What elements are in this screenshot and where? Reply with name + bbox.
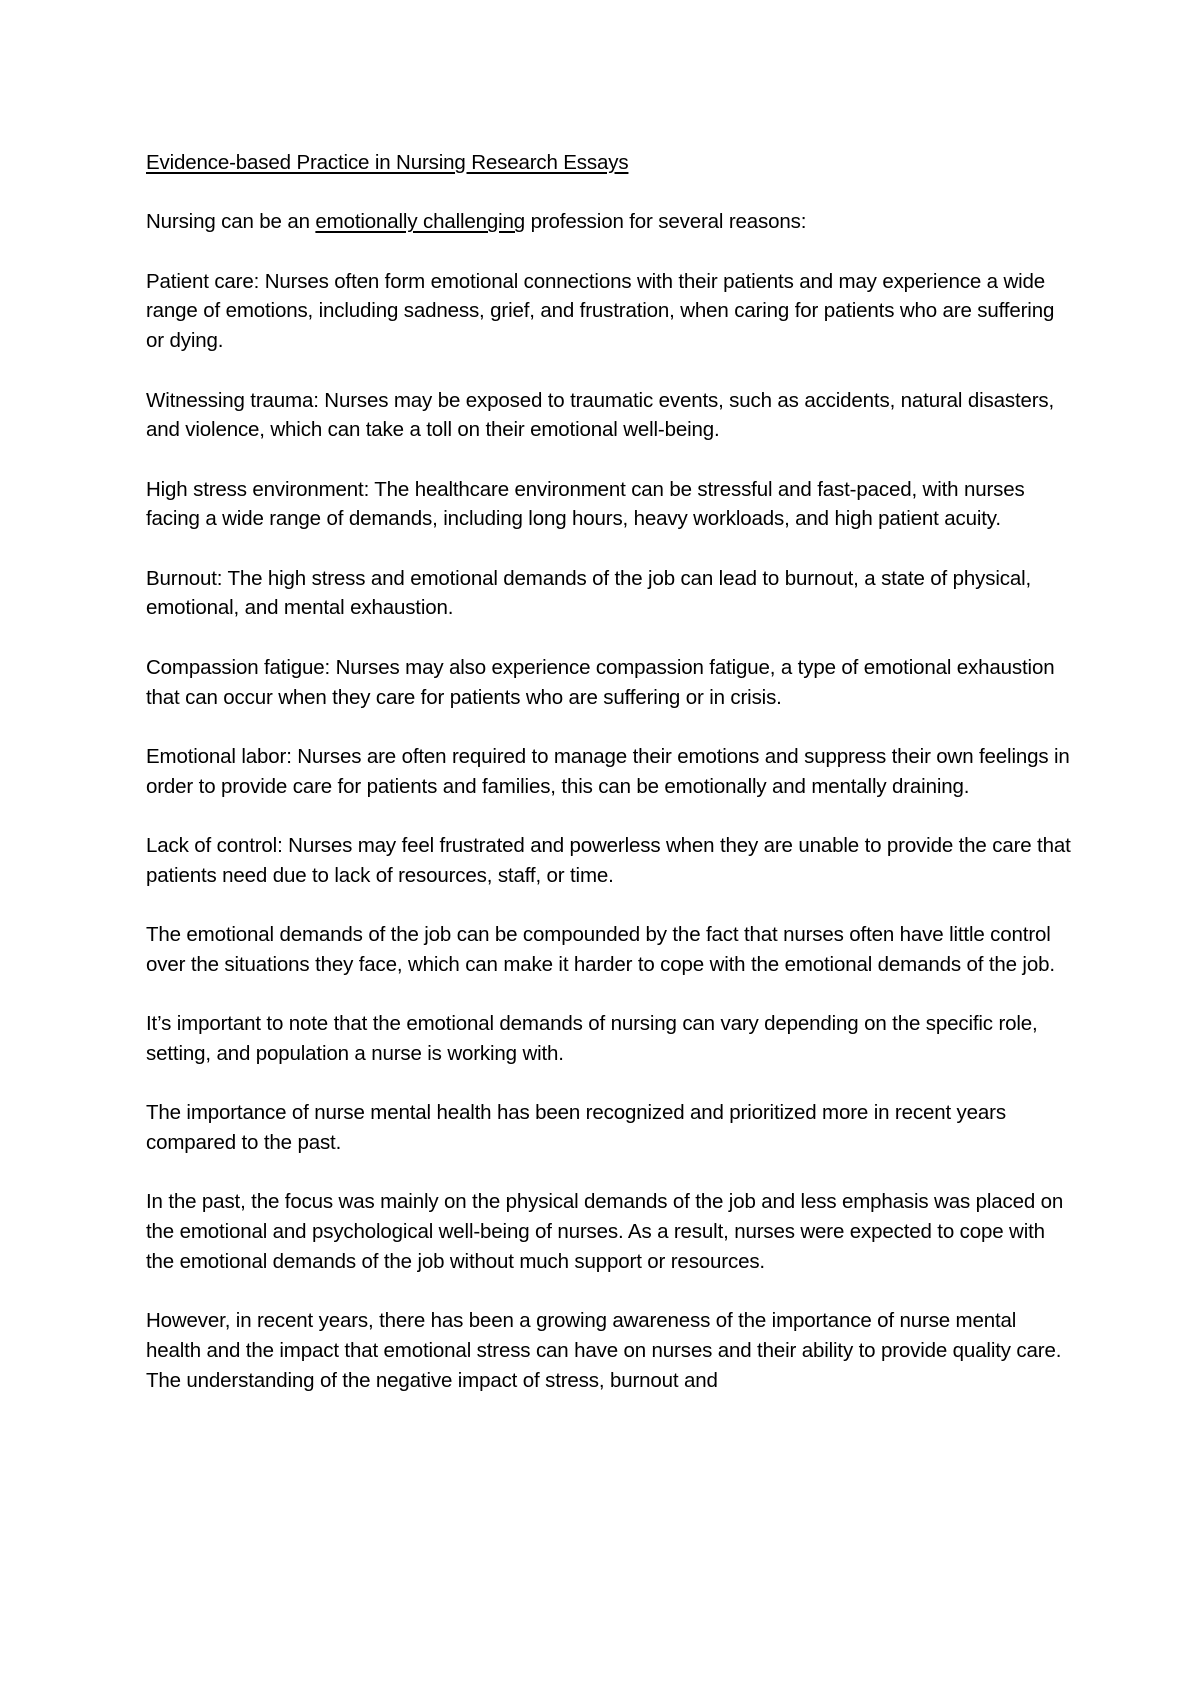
paragraph-in-the-past: In the past, the focus was mainly on the physical demands of the job and less emphasis was placed on the emotional and psychological well-being of nurses. As a result, nurses were expected to cope with the emotional demands of the job without much support or resources.: [146, 1190, 1064, 1273]
intro-text-after: profession for several reasons:: [525, 210, 807, 234]
intro-text-before: Nursing can be an: [146, 210, 316, 234]
paragraph-compassion-fatigue: Compassion fatigue: Nurses may also experience compassion fatigue, a type of emotional exhaustion that can occur when they care for patients who are suffering or in crisis.: [146, 655, 1055, 709]
paragraph-recognition: The importance of nurse mental health has been recognized and prioritized more in recent years compared to the past.: [146, 1101, 1006, 1155]
document-title: Evidence-based Practice in Nursing Research Essays: [146, 151, 629, 174]
document-body: [146, 148, 1076, 1425]
paragraph-witnessing-trauma: Witnessing trauma: Nurses may be exposed to traumatic events, such as accidents, natural disasters, and violence, which can take a toll on their emotional well-being.: [146, 388, 1055, 442]
intro-paragraph: [146, 207, 1076, 237]
paragraph-recent-years: However, in recent years, there has been a growing awareness of the importance of nurse mental health and the impact that emotional stress can have on nurses and their ability to provide quality care. The understanding of the negative impact of stress, burnout and: [146, 1309, 1062, 1392]
intro-underlined-phrase: emotionally challenging: [315, 210, 526, 234]
paragraph-important-note: It’s important to note that the emotional demands of nursing can vary depending on the specific role, setting, and population a nurse is working with.: [146, 1012, 1038, 1065]
paragraph-burnout: Burnout: The high stress and emotional demands of the job can lead to burnout, a state of physical, emotional, and mental exhaustion.: [146, 566, 1032, 620]
paragraph-patient-care: Patient care: Nurses often form emotional connections with their patients and may experience a wide range of emotions, including sadness, grief, and frustration, when caring for patients who are suffering or dying.: [146, 269, 1055, 353]
paragraph-high-stress: High stress environment: The healthcare environment can be stressful and fast-paced, with nurses facing a wide range of demands, including long hours, heavy workloads, and high patient acuity.: [146, 477, 1025, 531]
paragraph-emotional-labor: Emotional labor: Nurses are often required to manage their emotions and suppress their own feelings in order to provide care for patients and families, this can be emotionally and mentally draining.: [146, 744, 1070, 798]
paragraph-lack-of-control: Lack of control: Nurses may feel frustrated and powerless when they are unable to provide the care that patients need due to lack of resources, staff, or time.: [146, 834, 1071, 887]
paragraph-compounded-demands: The emotional demands of the job can be compounded by the fact that nurses often have little control over the situations they face, which can make it harder to cope with the emotional demands of the job.: [146, 923, 1055, 976]
